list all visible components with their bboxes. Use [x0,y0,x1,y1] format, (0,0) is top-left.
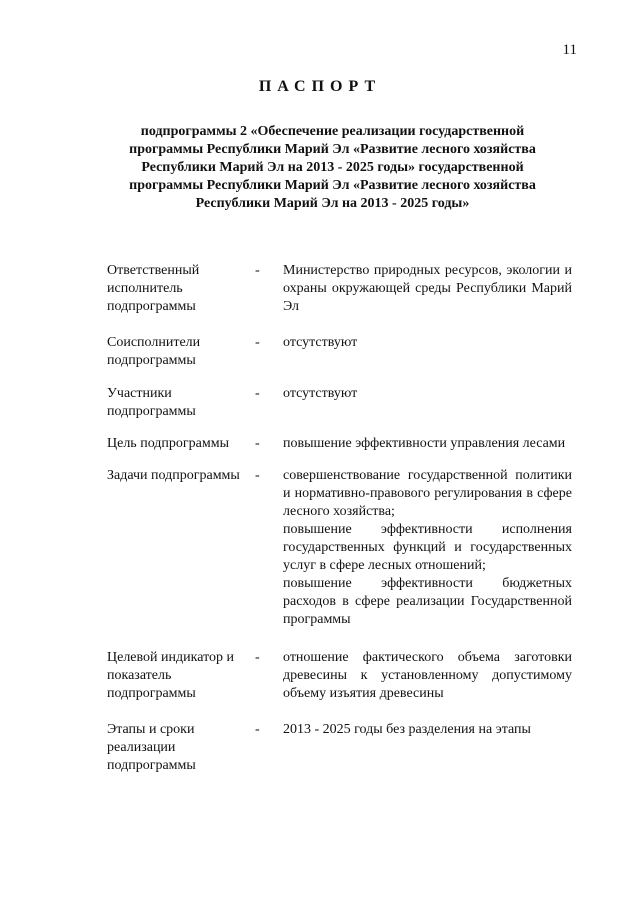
passport-row-responsible-executor [107,262,572,316]
row-label: Соисполнители подпрограммы [107,335,201,368]
passport-row-target-indicator [107,649,572,703]
passport-row-co-executors [107,334,572,370]
row-dash: - [255,468,260,483]
row-dash: - [255,722,260,737]
document-title: ПАСПОРТ [258,78,382,95]
row-value: отсутствуют [283,386,358,401]
row-label: Ответственный исполнитель подпрограммы [107,263,200,314]
row-dash: - [255,263,260,278]
row-value: отношение фактического объема заготовки древесины к установленному допустимому объему изъятия древесины [283,650,572,701]
row-dash: - [255,436,260,451]
row-label: Целевой индикатор и показатель подпрограммы [107,650,234,701]
passport-row-goal [107,435,572,453]
row-label: Цель подпрограммы [107,436,229,451]
row-value: Министерство природных ресурсов, экологии и охраны окружающей среды Республики Марий Эл [283,263,572,314]
row-value [283,467,572,629]
passport-row-stages-and-terms [107,721,572,775]
row-value: отсутствуют [283,335,358,350]
task-paragraph: совершенствование государственной политики и нормативно-правового регулирования в сфере лесного хозяйства; [283,468,572,519]
row-dash: - [255,650,260,665]
page-number: 11 [562,42,577,58]
task-paragraph: повышение эффективности исполнения государственных функций и государственных услуг в сфере лесных отношений; [283,522,572,573]
passport-row-participants [107,385,572,421]
row-value: 2013 - 2025 годы без разделения на этапы [283,722,531,737]
passport-table [107,262,572,790]
row-label: Задачи подпрограммы [107,468,240,483]
row-label: Этапы и сроки реализации подпрограммы [107,722,196,773]
row-dash: - [255,386,260,401]
row-value: повышение эффективности управления лесами [283,436,566,451]
task-paragraph: повышение эффективности бюджетных расходов в сфере реализации Государственной программы [283,576,572,627]
document-subtitle: подпрограммы 2 «Обеспечение реализации государственной программы Республики Марий Эл «Развитие лесного хозяйства Республики Марий Эл на 2013 - 2025 годы» государственной программы Республики Марий Эл «Развитие лесного хозяйства Республики Марий Эл на 2013 - 2025 годы» [129,124,536,211]
row-dash: - [255,335,260,350]
passport-row-tasks [107,467,572,629]
row-label: Участники подпрограммы [107,386,196,419]
